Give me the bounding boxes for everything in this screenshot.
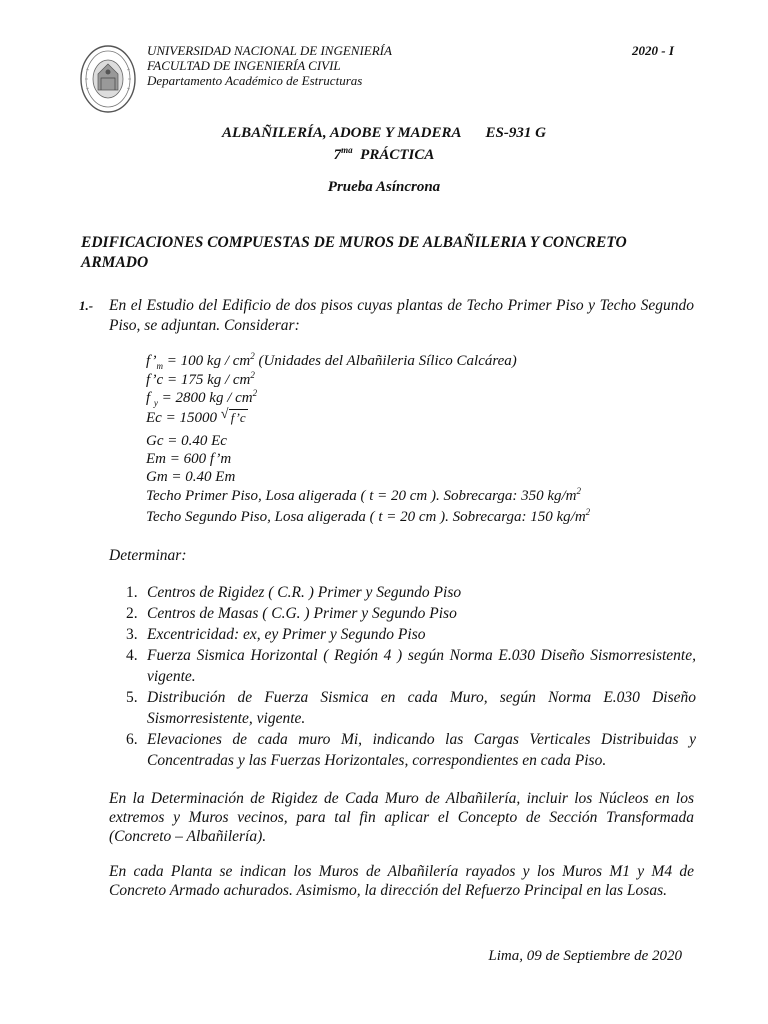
list-item-text: Elevaciones de cada muro Mi, indicando las Cargas Verticales Distribuidas y Concentradas y las Fuerzas Horizontales, correspondientes en cada Piso. bbox=[147, 731, 696, 769]
list-item-text: Fuerza Sismica Horizontal ( Región 4 ) según Norma E.030 Diseño Sismorresistente, vigente. bbox=[147, 647, 696, 685]
faculty-name: FACULTAD DE INGENIERÍA CIVIL bbox=[147, 58, 341, 73]
course-name: ALBAÑILERÍA, ADOBE Y MADERA bbox=[222, 125, 462, 141]
academic-term: 2020 - I bbox=[632, 43, 674, 58]
list-item-text: Distribución de Fuerza Sismica en cada Muro, según Norma E.030 Diseño Sismorresistente, vigente. bbox=[147, 689, 696, 727]
list-item-text: Excentricidad: ex, ey Primer y Segundo Piso bbox=[147, 626, 426, 643]
paragraph-rigidity: En la Determinación de Rigidez de Cada Muro de Albañilería, incluir los Núcleos en los extremos y Muros vecinos, para tal fin aplicar el Concepto de Sección Transformada (Concreto – Albañilería). bbox=[109, 790, 694, 845]
roof-first-floor: Techo Primer Piso, Losa aligerada ( t = 20 cm ). Sobrecarga: 350 $kg/m^2$ bbox=[146, 486, 582, 504]
list-item-number: 3. bbox=[126, 626, 138, 643]
department-name: Departamento Académico de Estructuras bbox=[147, 73, 363, 88]
list-item-number: 1. bbox=[126, 584, 138, 601]
university-name: UNIVERSIDAD NACIONAL DE INGENIERÍA bbox=[147, 43, 392, 58]
formula-em: Em = 600 f’m bbox=[146, 451, 232, 467]
test-type: Prueba Asíncrona bbox=[327, 179, 441, 195]
list-item bbox=[126, 687, 696, 729]
practice-ordinal: ma bbox=[341, 145, 353, 155]
course-code: ES-931 G bbox=[485, 125, 546, 141]
course-title bbox=[0, 125, 768, 142]
list-item bbox=[126, 603, 696, 624]
question-number: 1.- bbox=[79, 298, 94, 313]
paragraph-walls: En cada Planta se indican los Muros de Albañilería rayados y los Muros M1 y M4 de Concreto Armado achurados. Asimismo, la dirección del Refuerzo Principal en las Losas. bbox=[109, 863, 694, 899]
formula-gm: Gm = 0.40 Em bbox=[146, 469, 236, 485]
practice-label: PRÁCTICA bbox=[360, 147, 435, 163]
determinar-label: Determinar: bbox=[109, 547, 187, 564]
date-footer: Lima, 09 de Septiembre de 2020 bbox=[488, 948, 682, 964]
practice-number: 7 bbox=[333, 147, 342, 163]
list-item-text: Centros de Rigidez ( C.R. ) Primer y Segundo Piso bbox=[147, 584, 462, 601]
list-item bbox=[126, 645, 696, 687]
list-item bbox=[126, 729, 696, 771]
list-item-number: 4. bbox=[126, 647, 138, 664]
list-item bbox=[126, 582, 696, 603]
institution-header bbox=[147, 43, 392, 88]
formula-fm: $f’_m = 100$ kg / $cm^2$ (Unidades del Albañileria Sílico Calcárea) bbox=[146, 351, 517, 371]
practice-title bbox=[0, 145, 768, 164]
formula-gc: Gc = 0.40 Ec bbox=[146, 433, 227, 449]
section-title: EDIFICACIONES COMPUESTAS DE MUROS DE ALBAÑILERIA Y CONCRETO ARMADO bbox=[81, 234, 627, 271]
list-item bbox=[126, 624, 696, 645]
list-item-number: 6. bbox=[126, 731, 138, 748]
university-seal-icon bbox=[80, 44, 136, 114]
formula-fc: f’c = 175 kg / $cm^2$ bbox=[146, 370, 255, 388]
formula-ec: Ec = 15000 √ f’c bbox=[146, 407, 246, 426]
list-item-number: 5. bbox=[126, 689, 138, 706]
list-item-text: Centros de Masas ( C.G. ) Primer y Segundo Piso bbox=[147, 605, 457, 622]
question-text: En el Estudio del Edificio de dos pisos cuyas plantas de Techo Primer Piso y Techo Segundo Piso, se adjuntan. Considerar: bbox=[109, 297, 694, 334]
task-list bbox=[126, 582, 696, 771]
square-root-icon: √ f’c bbox=[220, 407, 246, 425]
roof-second-floor: Techo Segundo Piso, Losa aligerada ( t = 20 cm ). Sobrecarga: 150 $kg/m^2$ bbox=[146, 507, 591, 525]
formula-fy: f $_y$ = 2800 kg / $cm^2$ bbox=[146, 388, 258, 408]
list-item-number: 2. bbox=[126, 605, 138, 622]
